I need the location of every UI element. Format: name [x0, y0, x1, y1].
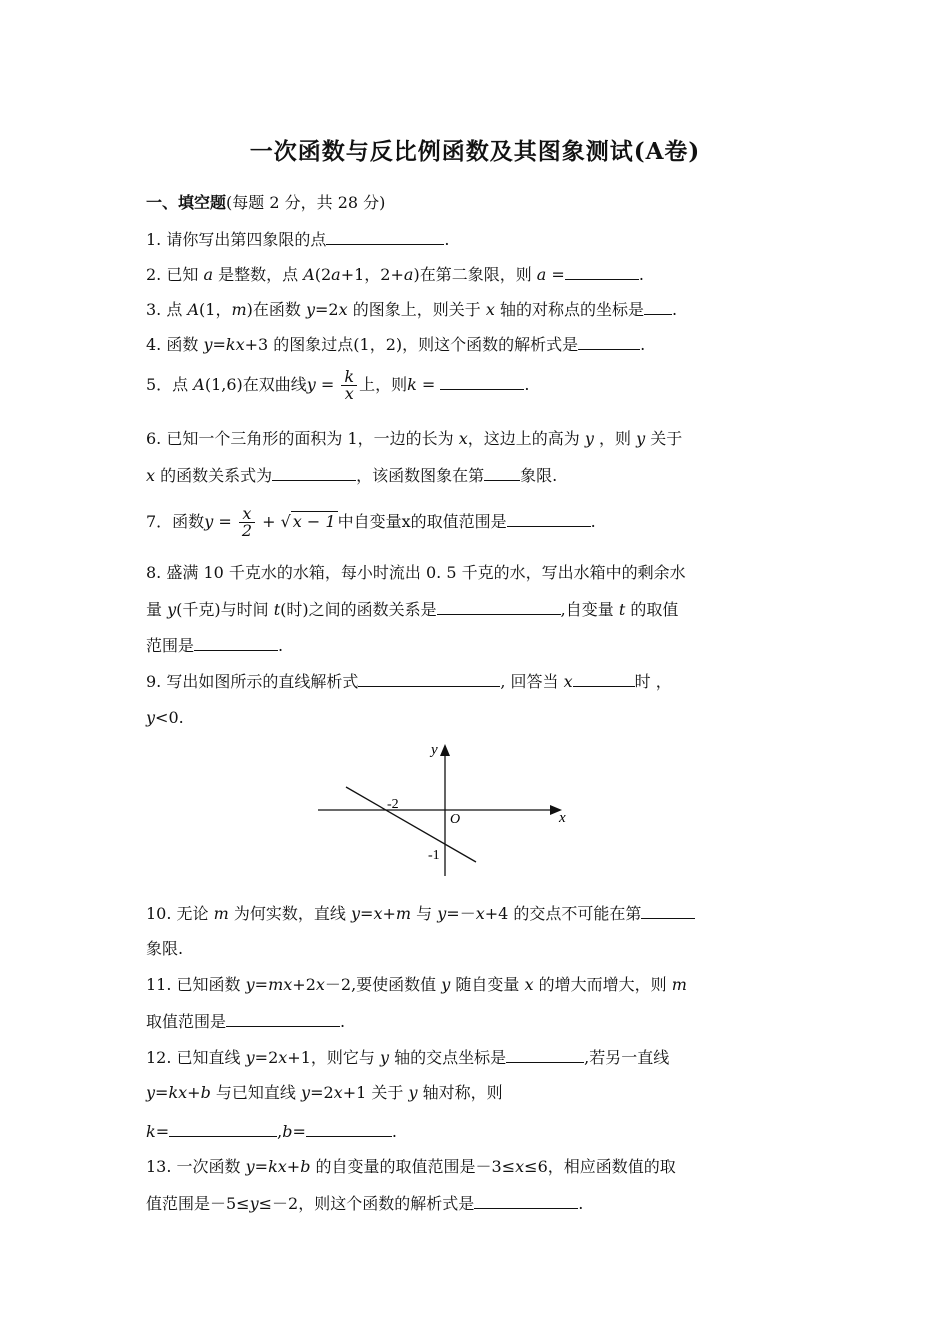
answer-blank[interactable]: [440, 373, 524, 390]
section-label: 一、填空题: [146, 193, 227, 212]
section-note: (每题 2 分，共 28 分): [226, 193, 386, 212]
fraction: $\frac{x}{2}$: [239, 506, 255, 539]
question-11-line-2: 取值范围是 .: [146, 1012, 346, 1031]
question-10-line-1: 10. 无论 m 为何实数，直线 y=x+m 与 y=－x+4 的交点不可能在第: [146, 902, 695, 925]
answer-blank[interactable]: [565, 263, 639, 280]
fraction: $\frac{k}{x}$: [341, 369, 357, 402]
question-4: 4. 函数 y=kx+3 的图象过点(1，2)，则这个函数的解析式是 .: [146, 335, 646, 354]
answer-blank[interactable]: [169, 1120, 277, 1137]
y-axis-label: y: [431, 742, 438, 758]
question-13-line-1: 13. 一次函数 y=kx+b 的自变量的取值范围是－3≤x≤6，相应函数值的取: [146, 1157, 676, 1176]
answer-blank[interactable]: [272, 464, 356, 481]
question-5: 5．点 A(1,6)在双曲线y = $\frac{k}{x}$ 上，则k = .: [146, 367, 530, 403]
y-intercept-label: -1: [428, 848, 440, 863]
answer-blank[interactable]: [644, 298, 672, 315]
answer-blank[interactable]: [226, 1010, 340, 1027]
x-axis-label: x: [559, 810, 566, 826]
answer-blank[interactable]: [194, 634, 278, 651]
line-graph-figure: [316, 742, 582, 878]
answer-blank[interactable]: [326, 228, 444, 245]
question-7: 7．函数y = $\frac{x}{2}$ + √ x − 1 中自变量x的取值范围是 .: [146, 504, 596, 540]
answer-blank[interactable]: [474, 1192, 578, 1209]
answer-blank[interactable]: [484, 464, 520, 481]
question-2: 2. 已知 a 是整数，点 A(2a+1，2+a)在第二象限，则 a = .: [146, 265, 644, 284]
question-12-line-3: k= ,b= .: [146, 1122, 397, 1141]
answer-blank[interactable]: [358, 670, 500, 687]
question-12-line-1: 12. 已知直线 y=2x+1，则它与 y 轴的交点坐标是 ,若另一直线: [146, 1048, 670, 1067]
section-heading: [146, 192, 385, 214]
question-11-line-1: 11. 已知函数 y=mx+2x－2,要使函数值 y 随自变量 x 的增大而增大，则 m: [146, 975, 687, 994]
answer-blank[interactable]: [306, 1120, 392, 1137]
question-1: 1. 请你写出第四象限的点 .: [146, 230, 450, 249]
page-title: 一次函数与反比例函数及其图象测试(A卷): [249, 138, 701, 165]
origin-label: O: [450, 812, 461, 827]
answer-blank[interactable]: [437, 598, 561, 615]
answer-blank[interactable]: [578, 333, 640, 350]
question-8-line-1: 8. 盛满 10 千克水的水箱，每小时流出 0. 5 千克的水，写出水箱中的剩余水: [146, 563, 686, 582]
question-3: 3. 点 A(1，m)在函数 y=2x 的图象上，则关于 x 轴的对称点的坐标是 .: [146, 300, 678, 319]
answer-blank[interactable]: [641, 902, 695, 919]
question-13-line-2: 值范围是－5≤y≤－2，则这个函数的解析式是 .: [146, 1194, 584, 1213]
question-8-line-3: 范围是 .: [146, 636, 284, 655]
question-9-line-2: y<0.: [146, 708, 184, 727]
question-9-line-1: 9. 写出如图所示的直线解析式 , 回答当 x 时 ，: [146, 672, 672, 691]
question-6-line-2: x 的函数关系式为 ，该函数图象在第 象限.: [146, 466, 558, 485]
y-axis-arrow-icon: [440, 744, 450, 756]
answer-blank[interactable]: [506, 1046, 584, 1063]
answer-blank[interactable]: [573, 670, 635, 687]
x-intercept-label: -2: [387, 797, 399, 812]
answer-blank[interactable]: [507, 510, 591, 527]
question-8-line-2: 量 y(千克)与时间 t(时)之间的函数关系是 ,自变量 t 的取值: [146, 600, 679, 619]
question-10-line-2: 象限.: [146, 939, 184, 958]
question-12-line-2: y=kx+b 与已知直线 y=2x+1 关于 y 轴对称，则: [146, 1083, 503, 1102]
question-6-line-1: 6. 已知一个三角形的面积为 1，一边的长为 x，这边上的高为 y ，则 y 关于: [146, 429, 683, 448]
